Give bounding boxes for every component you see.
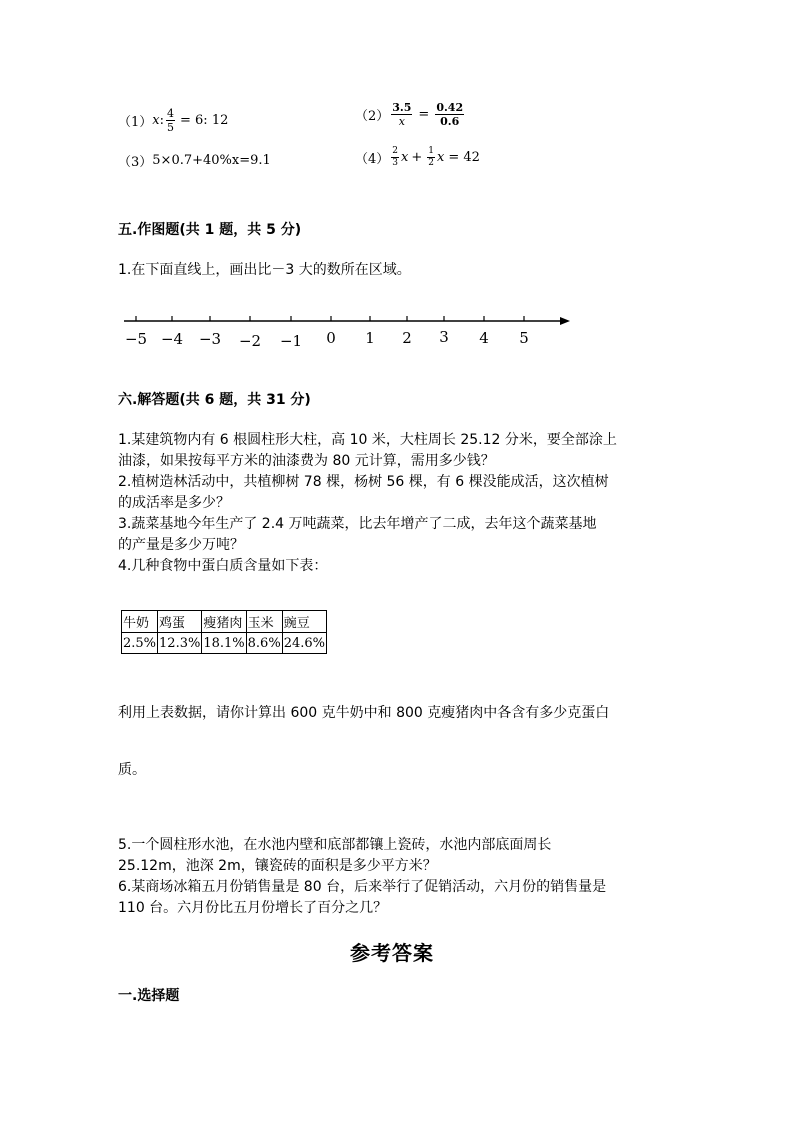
number-line-label: 4 xyxy=(479,329,489,347)
number-line-label: 3 xyxy=(439,328,449,346)
question-6-3-line1: 3.蔬菜基地今年生产了 2.4 万吨蔬菜，比去年增产了二成，去年这个蔬菜基地 xyxy=(118,516,597,532)
question-6-6-line2: 110 台。六月份比五月份增长了百分之几？ xyxy=(118,900,388,916)
variable-x: x xyxy=(152,113,160,128)
table-cell: 8.6% xyxy=(246,633,282,654)
question-6-5-line1: 5.一个圆柱形水池，在水池内壁和底部都镶上瓷砖，水池内部底面周长 xyxy=(118,837,552,853)
denominator: 0.6 xyxy=(440,115,460,128)
number-line xyxy=(0,0,794,360)
question-6-3-line2: 的产量是多少万吨？ xyxy=(118,537,244,553)
section-heading-6: 六.解答题(共 6 题，共 31 分) xyxy=(118,392,311,408)
question-6-2-line2: 的成活率是多少？ xyxy=(118,495,230,511)
plus-sign: + xyxy=(411,150,423,165)
numerator: 1 xyxy=(428,146,434,156)
numerator: 2 xyxy=(392,146,399,156)
question-6-1-line1: 1.某建筑物内有 6 根圆柱形大柱，高 10 米，大柱周长 25.12 分米，要全部涂上 xyxy=(118,432,617,448)
number-line-label: 2 xyxy=(402,329,412,347)
number-line-label: −3 xyxy=(198,330,222,348)
protein-table xyxy=(121,610,327,654)
table-cell: 24.6% xyxy=(282,633,326,654)
equation-text: 5×0.7+40%x=9.1 xyxy=(152,153,271,168)
number-line-label: −2 xyxy=(238,332,262,350)
number-line-label: 0 xyxy=(326,329,336,347)
equation-number: （3） xyxy=(118,155,153,170)
equation-rest: = 6: 12 xyxy=(180,113,229,128)
arrow-right-icon xyxy=(560,317,570,325)
question-6-2-line1: 2.植树造林活动中，共植柳树 78 棵，杨树 56 棵，有 6 棵没能成活，这次植树 xyxy=(118,474,609,490)
table-row xyxy=(122,633,327,654)
equation-rest: = 42 xyxy=(448,150,480,165)
table-header-cell: 牛奶 xyxy=(122,611,158,633)
equation-number: （4） xyxy=(355,152,390,167)
question-6-4-ask-line2: 质。 xyxy=(118,762,146,778)
equation-number: （1） xyxy=(118,115,153,130)
question-6-6-line1: 6.某商场冰箱五月份销售量是 80 台，后来举行了促销活动，六月份的销售量是 xyxy=(118,879,607,895)
section-heading-5: 五.作图题(共 1 题，共 5 分) xyxy=(118,222,302,238)
denominator: 5 xyxy=(167,121,175,134)
denominator: 2 xyxy=(428,158,434,168)
table-cell: 2.5% xyxy=(122,633,158,654)
table-header-cell: 瘦猪肉 xyxy=(202,611,246,633)
numerator: 4 xyxy=(167,107,175,120)
denominator: 3 xyxy=(392,158,399,168)
table-header-row xyxy=(122,611,327,633)
number-line-label: −5 xyxy=(124,330,148,348)
table-header-cell: 玉米 xyxy=(246,611,282,633)
number-line-label: −4 xyxy=(160,330,184,348)
equals-sign: = xyxy=(418,107,430,122)
table-cell: 18.1% xyxy=(202,633,246,654)
question-5-1: 1.在下面直线上，画出比－3 大的数所在区域。 xyxy=(118,262,411,278)
table-header-cell: 鸡蛋 xyxy=(158,611,202,633)
question-6-5-line2: 25.12m，池深 2m，镶瓷砖的面积是多少平方米？ xyxy=(118,858,437,874)
answers-title: 参考答案 xyxy=(350,941,434,965)
answers-section-heading-1: 一.选择题 xyxy=(118,988,180,1004)
question-6-4: 4.几种食物中蛋白质含量如下表： xyxy=(118,558,328,574)
number-line-label: −1 xyxy=(279,332,303,350)
numerator: 3.5 xyxy=(392,101,412,114)
variable-x: x xyxy=(437,150,445,165)
denominator: x xyxy=(398,115,405,128)
number-line-label: 1 xyxy=(365,329,375,347)
numerator: 0.42 xyxy=(436,101,464,114)
question-6-1-line2: 油漆，如果按每平方米的油漆费为 80 元计算，需用多少钱？ xyxy=(118,453,495,469)
table-cell: 12.3% xyxy=(158,633,202,654)
colon: : xyxy=(159,113,165,128)
equation-number: （2） xyxy=(355,109,390,124)
question-6-4-ask-line1: 利用上表数据，请你计算出 600 克牛奶中和 800 克瘦猪肉中各含有多少克蛋白 xyxy=(118,705,610,721)
variable-x: x xyxy=(401,150,409,165)
number-line-label: 5 xyxy=(519,329,529,347)
table-header-cell: 豌豆 xyxy=(282,611,326,633)
